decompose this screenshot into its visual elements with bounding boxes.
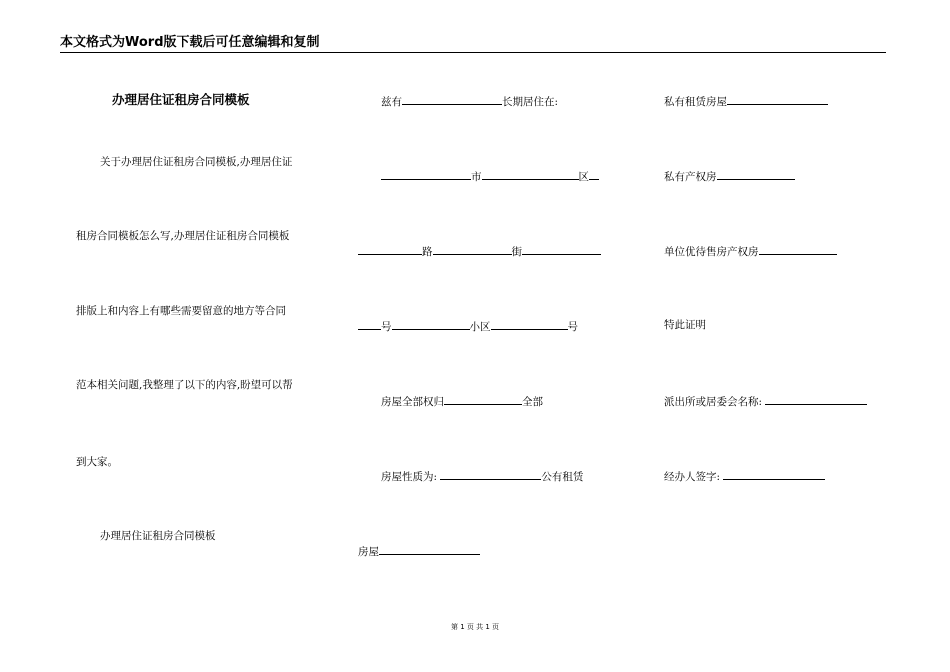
handler-signature-label: 经办人签字:: [664, 471, 721, 483]
road-blank[interactable]: [358, 243, 422, 255]
private-rental-blank[interactable]: [727, 93, 828, 105]
community-blank[interactable]: [392, 318, 470, 330]
city-district-line: [381, 168, 599, 184]
police-station-line: [664, 393, 867, 409]
property-nature-label: 房屋性质为:: [381, 471, 438, 483]
private-rental-label: 私有租赁房屋: [664, 96, 727, 108]
number-blank[interactable]: [358, 318, 381, 330]
handler-signature-blank[interactable]: [723, 468, 825, 480]
unit-preferential-blank[interactable]: [759, 243, 837, 255]
intro-line-4: 范本相关问题,我整理了以下的内容,盼望可以帮: [76, 379, 293, 391]
owner-blank[interactable]: [444, 393, 522, 405]
long-term-resident-label: 长期居住在:: [502, 96, 559, 108]
document-title: 办理居住证租房合同模板: [112, 92, 250, 107]
district-blank[interactable]: [482, 168, 579, 180]
city-label: 市: [471, 171, 482, 183]
city-blank[interactable]: [381, 168, 471, 180]
ownership-all-label: 全部: [522, 396, 543, 408]
housing-label: 房屋: [358, 546, 379, 558]
street-label: 街: [511, 246, 522, 258]
private-property-label: 私有产权房: [664, 171, 717, 183]
property-nature-line: [381, 468, 583, 484]
private-rental-line: [664, 93, 828, 109]
community-label: 小区: [469, 321, 491, 333]
housing-line: [358, 543, 480, 559]
property-nature-blank[interactable]: [440, 468, 541, 480]
hereby-certify: 特此证明: [664, 319, 706, 331]
document-header: 本文格式为Word版下载后可任意编辑和复制: [60, 34, 886, 53]
street-blank[interactable]: [433, 243, 512, 255]
street-tail-blank[interactable]: [522, 243, 601, 255]
private-property-line: [664, 168, 795, 184]
police-station-label: 派出所或居委会名称:: [664, 396, 763, 408]
section-subtitle: 办理居住证租房合同模板: [100, 530, 216, 542]
certify-line: [381, 93, 558, 109]
handler-signature-line: [664, 468, 825, 484]
ownership-line: [381, 393, 543, 409]
number-label: 号: [381, 321, 392, 333]
intro-line-2: 租房合同模板怎么写,办理居住证租房合同模板: [76, 230, 290, 242]
private-property-blank[interactable]: [717, 168, 795, 180]
unit-number-label: 号: [567, 321, 578, 333]
police-station-blank[interactable]: [765, 393, 867, 405]
district-tail-blank[interactable]: [589, 168, 599, 180]
housing-blank[interactable]: [379, 543, 480, 555]
page-footer: 第 1 页 共 1 页: [450, 623, 500, 631]
road-label: 路: [422, 246, 433, 258]
unit-preferential-line: [664, 243, 837, 259]
intro-line-5: 到大家。: [76, 456, 118, 468]
certify-prefix: 兹有: [381, 96, 402, 108]
resident-name-blank[interactable]: [402, 93, 502, 105]
ownership-label: 房屋全部权归: [381, 396, 444, 408]
intro-line-3: 排版上和内容上有哪些需要留意的地方等合同: [76, 305, 286, 317]
district-label: 区: [578, 171, 589, 183]
unit-number-blank[interactable]: [491, 318, 568, 330]
public-rental-label: 公有租赁: [541, 471, 584, 483]
intro-line-1: 关于办理居住证租房合同模板,办理居住证: [100, 156, 293, 168]
number-community-line: [358, 318, 578, 334]
unit-preferential-label: 单位优待售房产权房: [664, 246, 759, 258]
road-street-line: [358, 243, 601, 259]
